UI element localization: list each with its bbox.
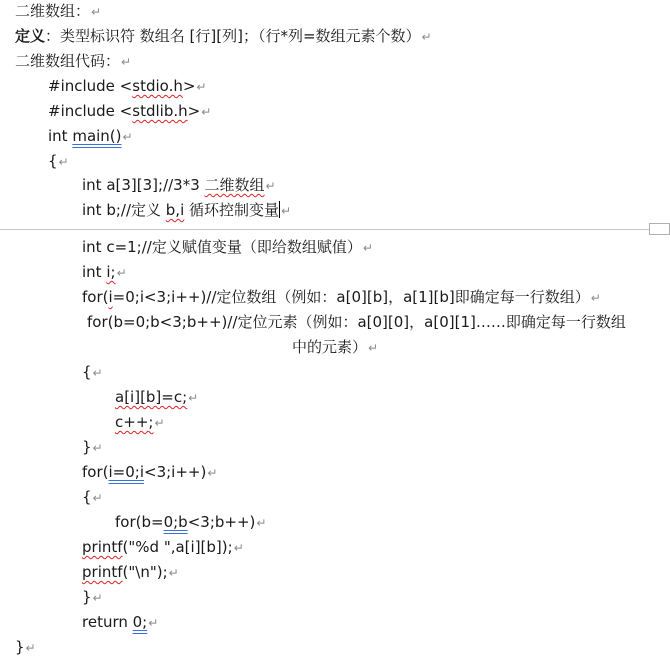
definition-line: 定义：类型标识符 数组名 [行][列]；（行*列=数组元素个数）↵ bbox=[15, 27, 432, 45]
page-marker[interactable] bbox=[649, 223, 670, 235]
outer-for-loop: for(i=0;i<3;i++)//定位数组（例如：a[0][b]，a[1][b]即确定每一行数组）↵ bbox=[82, 288, 601, 306]
open-brace: {↵ bbox=[48, 152, 69, 170]
inner-for-loop-line1: for(b=0;b<3;b++)//定位元素（例如：a[0][0]，a[0][1]……即确定每一行数组 bbox=[87, 313, 626, 331]
open-brace-print: {↵ bbox=[82, 488, 103, 506]
counter-declaration: int c=1;//定义赋值变量（即给数组赋值）↵ bbox=[82, 238, 373, 256]
page-break-line bbox=[0, 229, 670, 230]
inner-for-loop-line2: 中的元素）↵ bbox=[291, 338, 379, 356]
include-stdio: #include <stdio.h>↵ bbox=[48, 77, 207, 95]
printf-newline: printf("\n");↵ bbox=[82, 563, 179, 581]
print-outer-for: for(i=0;i<3;i++)↵ bbox=[82, 463, 218, 481]
close-brace-print: }↵ bbox=[82, 588, 103, 606]
code-heading: 二维数组代码：↵ bbox=[15, 52, 132, 70]
assign-statement: a[i][b]=c;↵ bbox=[115, 388, 199, 406]
print-inner-for: for(b=0;b<3;b++)↵ bbox=[115, 513, 267, 531]
close-main-brace: }↵ bbox=[15, 638, 36, 656]
close-brace-loop: }↵ bbox=[82, 438, 103, 456]
return-statement: return 0;↵ bbox=[82, 613, 159, 631]
main-declaration: int main()↵ bbox=[48, 127, 133, 145]
i-declaration: int i;↵ bbox=[82, 263, 127, 281]
include-stdlib: #include <stdlib.h>↵ bbox=[48, 102, 212, 120]
open-brace-loop: {↵ bbox=[82, 363, 103, 381]
array-declaration: int a[3][3];//3*3 二维数组↵ bbox=[82, 176, 276, 194]
text-caret bbox=[279, 201, 280, 218]
loop-var-declaration: int b;//定义 b,i 循环控制变量 ↵ bbox=[82, 201, 292, 219]
increment-statement: c++;↵ bbox=[115, 413, 165, 431]
heading-2d-array: 二维数组：↵ bbox=[15, 2, 102, 20]
printf-element: printf("%d ",a[i][b]);↵ bbox=[82, 538, 244, 556]
